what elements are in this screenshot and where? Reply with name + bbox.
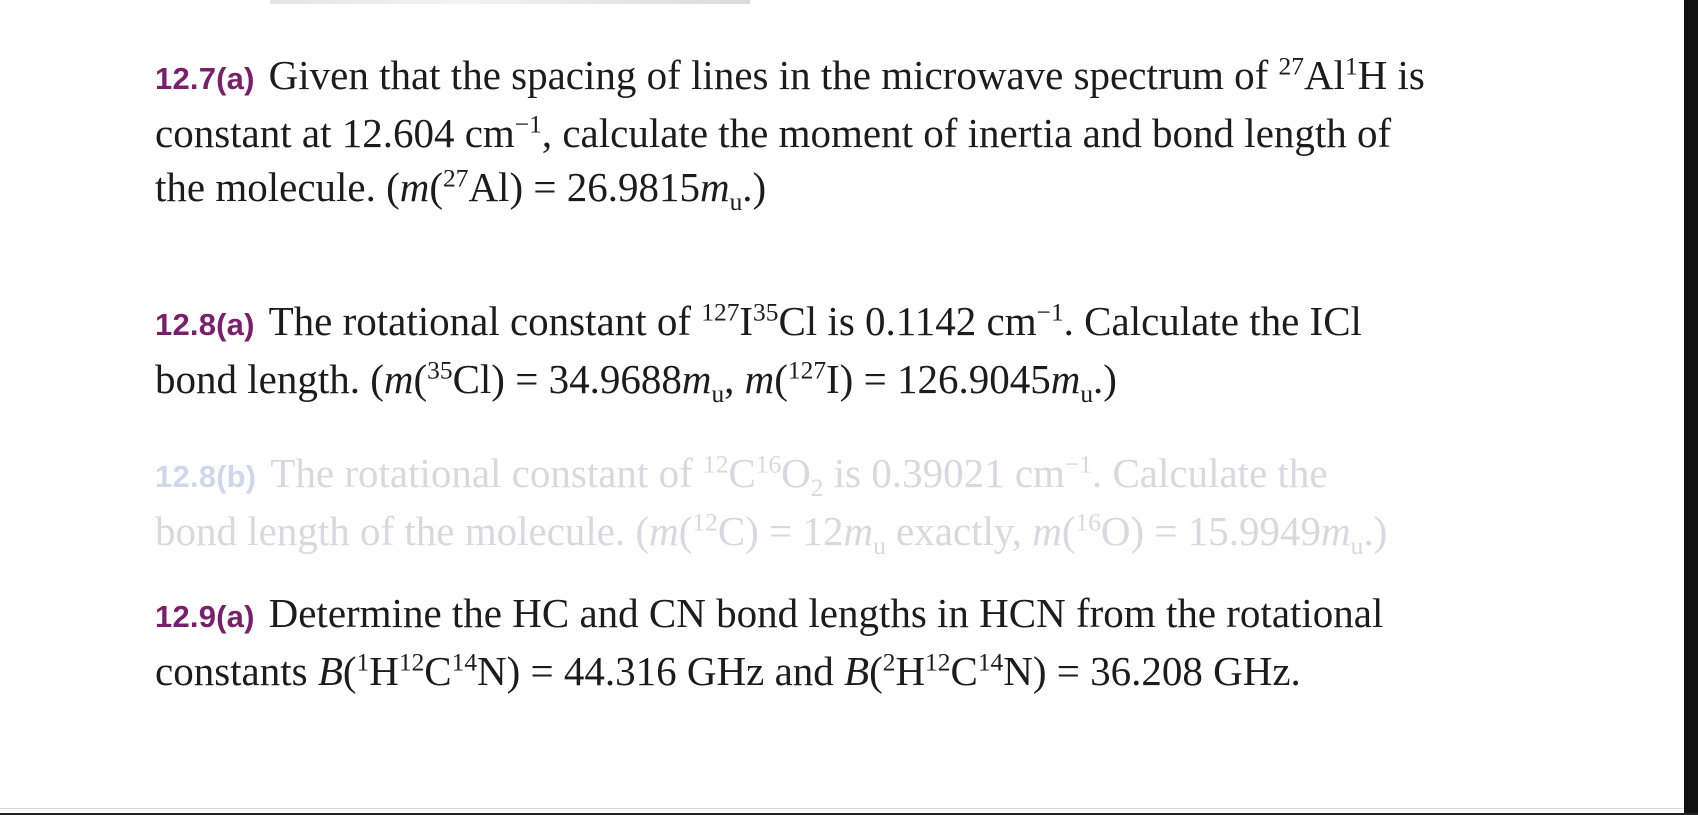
problem-12-7a	[155, 48, 1515, 217]
problem-number: 12.7(a)	[155, 61, 255, 96]
problem-line: constants $B(^1H^{12}C^{14}N) = 44.316$ GHz and $B(^2H^{12}C^{14}N) = 36.208$ GHz.	[155, 648, 1301, 694]
divider	[0, 808, 1684, 809]
problem-12-9a	[155, 586, 1515, 698]
problem-line: the molecule. $(m(^{27}Al) = 26.9815m_u.)$	[155, 164, 767, 217]
problem-line: constant at 12.604 $cm^{-1}$, calculate the moment of inertia and bond length of	[155, 110, 1392, 156]
problem-line: bond length. ($m(^{35}Cl) = 34.9688m_u$, $m(^{127}I) = 126.9045m_u$.)	[155, 356, 1117, 409]
problem-line: 12.7(a) Given that the spacing of lines in the microwave spectrum of $^{27}$Al$^1$H is	[155, 52, 1425, 98]
previous-text-fragment	[270, 0, 750, 4]
problem-number: 12.9(a)	[155, 599, 255, 634]
problem-12-8b	[155, 446, 1515, 561]
problem-line: 12.8(b) The rotational constant of $^{12}C^{16}O_2$ is 0.39021 $cm^{-1}$. Calculate the	[155, 450, 1328, 503]
problem-number: 12.8(b)	[155, 459, 257, 494]
problem-line: 12.9(a) Determine the HC and CN bond lengths in HCN from the rotational	[155, 590, 1384, 636]
problem-line: bond length of the molecule. ($m(^{12}C) = 12m_u$ exactly, $m(^{16}O) = 15.9949m_u$.)	[155, 508, 1388, 561]
problem-number: 12.8(a)	[155, 307, 255, 342]
page-edge	[1684, 0, 1698, 815]
problem-12-8a	[155, 294, 1515, 409]
problem-line: 12.8(a) The rotational constant of $^{127}I^{35}Cl$ is 0.1142 $cm^{-1}$. Calculate the ICl	[155, 298, 1362, 344]
